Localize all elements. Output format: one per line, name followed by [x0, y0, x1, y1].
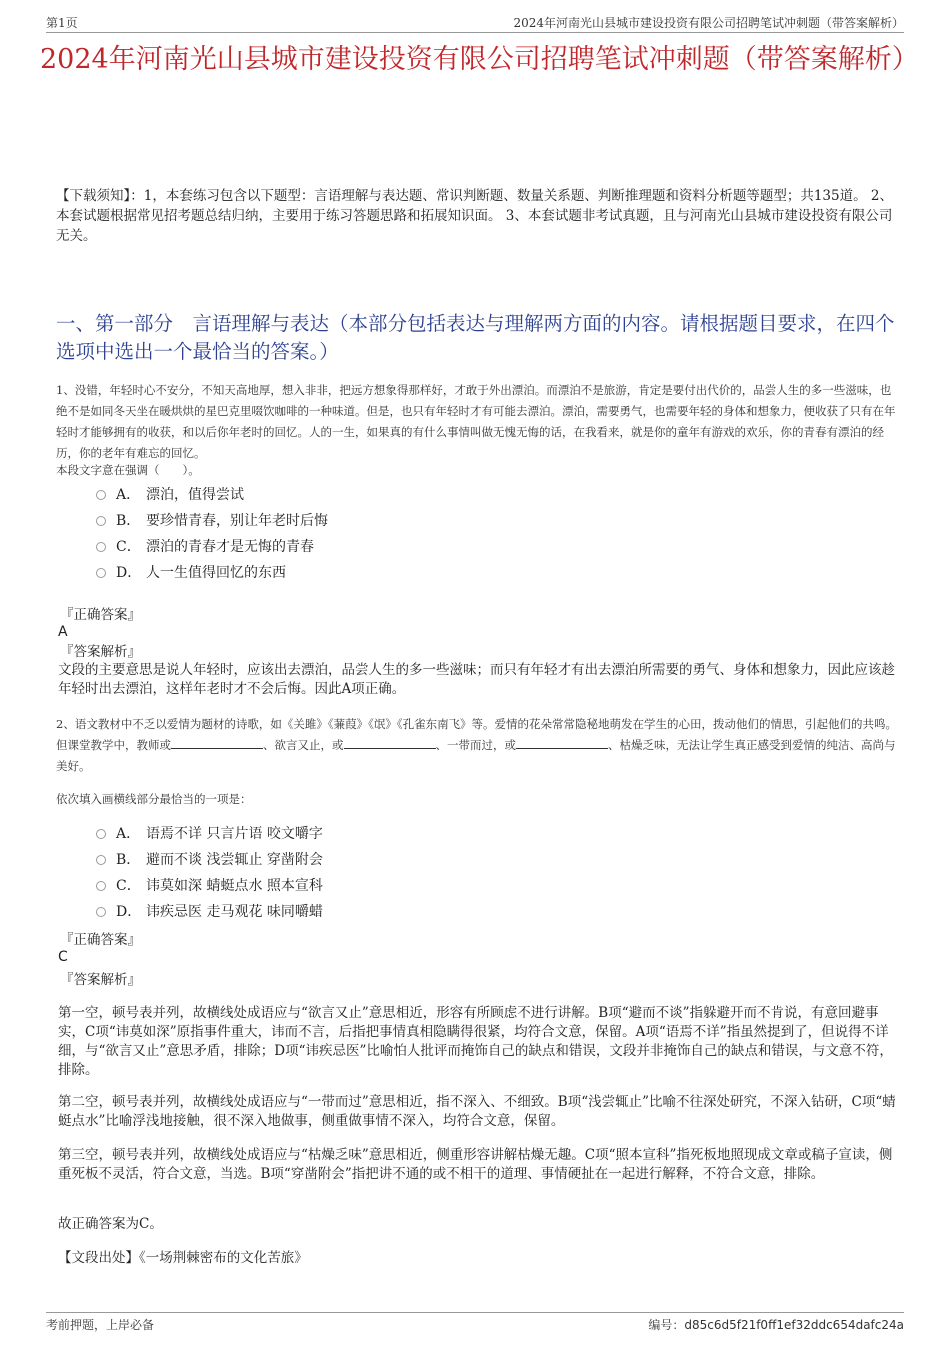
question-1-option-c[interactable]: C． 漂泊的青春才是无悔的青春 — [96, 534, 328, 560]
header-doc-title: 2024年河南光山县城市建设投资有限公司招聘笔试冲刺题（带答案解析） — [513, 16, 904, 30]
question-2-option-d[interactable]: D． 讳疾忌医 走马观花 味同嚼蜡 — [96, 899, 323, 925]
question-2-option-a[interactable]: A． 语焉不详 只言片语 咬文嚼字 — [96, 821, 323, 847]
radio-icon[interactable] — [96, 907, 106, 917]
radio-icon[interactable] — [96, 542, 106, 552]
footer-slogan: 考前押题，上岸必备 — [46, 1318, 155, 1332]
question-2-prompt: 依次填入画横线部分最恰当的一项是： — [56, 792, 252, 806]
page-header — [46, 14, 904, 33]
fill-blank-2[interactable] — [344, 736, 436, 749]
question-1-option-d[interactable]: D． 人一生值得回忆的东西 — [96, 560, 328, 586]
radio-icon[interactable] — [96, 855, 106, 865]
download-notice: 【下载须知】：1，本套练习包含以下题型：言语理解与表达题、常识判断题、数量关系题、判断推理题和资料分析题等题型；共135道。 2、本套试题根据常见招考题总结归纳，主要用于练习答题思路和拓展知识面。 3、本套试题非考试真题，且与河南光山县城市建设投资有限公司无关。 — [56, 188, 893, 244]
question-2-options — [96, 821, 323, 925]
question-2-analysis-p1: 第一空，顿号表并列，故横线处成语应与“欲言又止”意思相近，形容有所顾虑不进行讲解。B项“避而不谈”指躲避开而不肯说，有意回避事实，C项“讳莫如深”原指事件重大，讳而不言，后指把事情真相隐瞒得很紧，均符合文意，保留。A项“语焉不详”指虽然提到了，但说得不详细，与“欲言又止”意思矛盾，排除；D项“讳疾忌医”比喻怕人批评而掩饰自己的缺点和错误，文段并非掩饰自己的缺点和错误，与文意不符，排除。 — [58, 1005, 893, 1078]
question-1-analysis: 文段的主要意思是说人年轻时，应该出去漂泊，品尝人生的多一些滋味；而只有年轻才有出去漂泊所需要的勇气、身体和想象力，因此应该趁年轻时出去漂泊，这样年老时才不会后悔。因此A项正确。 — [58, 662, 895, 697]
fill-blank-1[interactable] — [171, 736, 263, 749]
question-1-option-a[interactable]: A． 漂泊，值得尝试 — [96, 482, 328, 508]
section-title: 一、第一部分 言语理解与表达（本部分包括表达与理解两方面的内容。请根据题目要求，在四个选项中选出一个最恰当的答案。） — [56, 312, 895, 363]
question-2-answer: C — [58, 949, 68, 965]
question-1-answer-label: 『正确答案』 — [60, 607, 141, 623]
radio-icon[interactable] — [96, 516, 106, 526]
question-2-analysis-label: 『答案解析』 — [60, 972, 141, 988]
question-2-option-c[interactable]: C． 讳莫如深 蜻蜓点水 照本宣科 — [96, 873, 323, 899]
question-2-stem: 2、语文教材中不乏以爱情为题材的诗歌，如《关雎》《蒹葭》《氓》《孔雀东南飞》等。爱情的花朵常常隐秘地萌发在学生的心田，拨动他们的情思，引起他们的共鸣。但课堂教学中，教师或 、欲言又止，或 、一带而过，或 、枯燥乏味，无法让学生真正感受到爱情的纯洁、高尚与美好。 — [56, 717, 898, 773]
document-title: 2024年河南光山县城市建设投资有限公司招聘笔试冲刺题（带答案解析） — [40, 44, 919, 75]
question-2-source: 【文段出处】《一场荆棘密布的文化苦旅》 — [58, 1250, 308, 1266]
question-2-analysis-p4: 故正确答案为C。 — [58, 1216, 163, 1232]
question-2-analysis-p3: 第三空，顿号表并列，故横线处成语应与“枯燥乏味”意思相近，侧重形容讲解枯燥无趣。C项“照本宣科”指死板地照现成文章或稿子宣读，侧重死板不灵活，符合文意，当选。B项“穿凿附会”指把讲不通的或不相干的道理、事情硬扯在一起进行解释，不符合文意，排除。 — [58, 1147, 893, 1182]
radio-icon[interactable] — [96, 829, 106, 839]
question-1-prompt: 本段文字意在强调（ ）。 — [56, 463, 200, 477]
fill-blank-3[interactable] — [516, 736, 608, 749]
radio-icon[interactable] — [96, 568, 106, 578]
question-2-option-b[interactable]: B． 避而不谈 浅尝辄止 穿凿附会 — [96, 847, 323, 873]
question-1-stem: 1、没错，年轻时心不安分，不知天高地厚，想入非非，把远方想象得那样好，才敢于外出漂泊。而漂泊不是旅游，肯定是要付出代价的，品尝人生的多一些滋味，也绝不是如同冬天坐在暖烘烘的星巴克里啜饮咖啡的一种味道。但是，也只有年轻时才有可能去漂泊。漂泊，需要勇气，也需要年轻的身体和想象力，便收获了只有在年轻时才能够拥有的收获，和以后你年老时的回忆。人的一生，如果真的有什么事情叫做无愧无悔的话，在我看来，就是你的童年有游戏的欢乐，你的青春有漂泊的经历，你的老年有难忘的回忆。 — [56, 383, 896, 460]
question-1-option-b[interactable]: B． 要珍惜青春，别让年老时后悔 — [96, 508, 328, 534]
question-2-analysis-p2: 第二空，顿号表并列，故横线处成语应与“一带而过”意思相近，指不深入、不细致。B项“浅尝辄止”比喻不往深处研究，不深入钻研，C项“蜻蜓点水”比喻浮浅地接触，很不深入地做事，侧重做事情不深入，均符合文意，保留。 — [58, 1094, 896, 1129]
footer-code: 编号：d85c6d5f21f0ff1ef32ddc654dafc24a — [648, 1318, 904, 1332]
question-1-analysis-label: 『答案解析』 — [60, 644, 141, 660]
radio-icon[interactable] — [96, 490, 106, 500]
question-2-answer-label: 『正确答案』 — [60, 932, 141, 948]
question-1-options — [96, 482, 328, 586]
question-1-answer: A — [58, 624, 68, 640]
page-footer — [46, 1312, 904, 1332]
page-number: 第1页 — [46, 16, 78, 30]
radio-icon[interactable] — [96, 881, 106, 891]
